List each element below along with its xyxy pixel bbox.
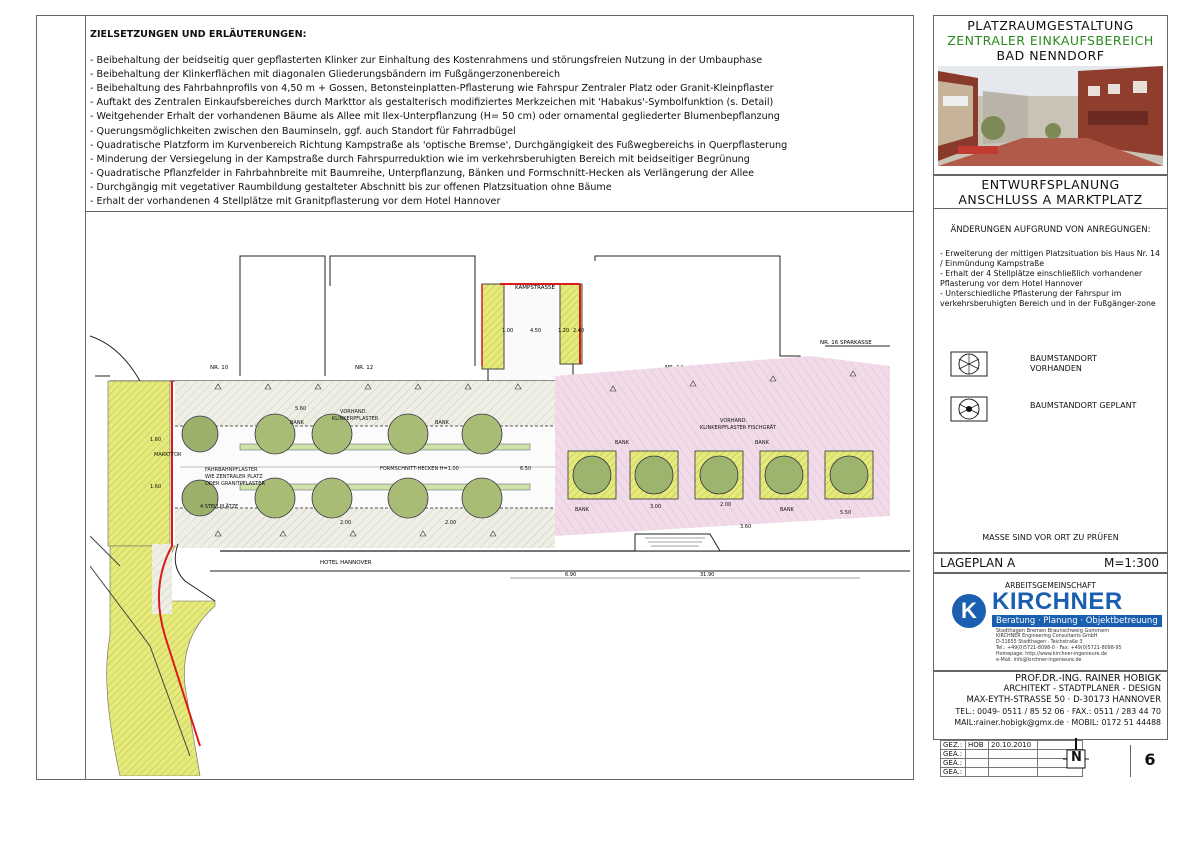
phase-title-1: ENTWURFSPLANUNG bbox=[981, 177, 1120, 192]
svg-text:5.50: 5.50 bbox=[840, 510, 852, 516]
north-arrow bbox=[1063, 738, 1089, 778]
label-kampstrasse: KAMPSTRASSE bbox=[515, 285, 556, 291]
tree-planned-icon bbox=[950, 396, 988, 422]
street-photo bbox=[938, 66, 1163, 166]
planting-markttor bbox=[108, 381, 170, 546]
svg-text:KLINKERPFLASTER FISCHGRÄT: KLINKERPFLASTER FISCHGRÄT bbox=[700, 425, 776, 431]
svg-text:BANK: BANK bbox=[575, 507, 589, 513]
north-label: N bbox=[1071, 750, 1082, 765]
note-item: - Minderung der Versiegelung in der Kampstraße durch Fahrspurreduktion wie im verkehrsberuhigten Bereich mit beidseitiger Begrünung bbox=[90, 153, 750, 165]
kirchner-cities: Stadthagen Bremen Braunschweig Gommern bbox=[996, 628, 1110, 634]
legend-planned-label: BAUMSTANDORT GEPLANT bbox=[1030, 401, 1137, 410]
svg-text:1.60: 1.60 bbox=[150, 437, 162, 443]
tree-existing-icon bbox=[950, 351, 988, 377]
svg-text:BANK: BANK bbox=[290, 420, 304, 426]
svg-text:3.60: 3.60 bbox=[740, 524, 752, 530]
changes-heading: ÄNDERUNGEN AUFGRUND VON ANREGUNGEN: bbox=[950, 225, 1151, 235]
svg-text:BANK: BANK bbox=[780, 507, 794, 513]
svg-text:4 STELLPLÄTZE: 4 STELLPLÄTZE bbox=[200, 504, 239, 510]
svg-text:FAHRBAHNPFLASTER: FAHRBAHNPFLASTER bbox=[205, 467, 258, 473]
sheet-number: 6 bbox=[1130, 745, 1169, 777]
site-plan bbox=[90, 216, 910, 776]
svg-text:VORHAND.: VORHAND. bbox=[720, 418, 748, 424]
note-item: - Weitgehender Erhalt der vorhandenen Bäume als Allee mit Ilex-Unterpflanzung (H= 50 cm) oder ornamental gegliederter Blumenbepflanzung bbox=[90, 111, 780, 123]
svg-text:ODER GRANITPFLASTER: ODER GRANITPFLASTER bbox=[205, 481, 265, 487]
svg-text:KLINKERPFLASTER: KLINKERPFLASTER bbox=[332, 416, 379, 422]
kirchner-name: KIRCHNER bbox=[992, 588, 1123, 615]
kirchner-box bbox=[933, 573, 1168, 671]
binding-strip bbox=[36, 15, 86, 780]
change-item: - Erhalt der 4 Stellplätze einschließlich vorhandener Pflasterung vor dem Hotel Hannover bbox=[940, 269, 1143, 288]
architect-mail: MAIL:rainer.hobigk@gmx.de · MOBIL: 0172 51 44488 bbox=[954, 718, 1161, 727]
note-item: - Quadratische Platzform im Kurvenbereich Richtung Kampstraße als 'optische Bremse', Durchgängigkeit des Fußwegbereichs in Querpflasterung bbox=[90, 139, 788, 151]
svg-text:WIE ZENTRALER PLATZ: WIE ZENTRALER PLATZ bbox=[205, 474, 263, 480]
kirchner-tagline: Beratung · Planung · Objektbetreuung bbox=[992, 615, 1162, 627]
changes-list bbox=[940, 249, 1161, 309]
svg-text:1.60: 1.60 bbox=[150, 484, 162, 490]
kamp-planting-east bbox=[560, 284, 585, 364]
phase-box bbox=[933, 175, 1168, 553]
svg-text:31.90: 31.90 bbox=[700, 572, 715, 578]
legend-existing-label: BAUMSTANDORT VORHANDEN bbox=[1030, 354, 1097, 373]
svg-text:MARKTTOR: MARKTTOR bbox=[154, 452, 182, 458]
project-title-3: BAD NENNDORF bbox=[996, 48, 1105, 63]
curb-west bbox=[90, 336, 140, 381]
svg-text:3.00: 3.00 bbox=[650, 504, 662, 510]
note-item: - Beibehaltung der beidseitig quer gepflasterten Klinker zur Einhaltung des Kostenrahmens und störungsfreien Nutzung in der Umbauphase bbox=[90, 55, 763, 67]
svg-text:BANK: BANK bbox=[615, 440, 629, 446]
svg-text:2.00: 2.00 bbox=[340, 520, 352, 526]
svg-text:NR. 10: NR. 10 bbox=[210, 365, 229, 371]
kamp-planting-west bbox=[482, 284, 504, 369]
note-item: - Quadratische Pflanzfelder in Fahrbahnbreite mit Baumreihe, Unterpflanzung, Bänken und Formschnitt-Hecken als Verlängerung der Allee bbox=[90, 167, 755, 179]
notes-heading: ZIELSETZUNGEN UND ERLÄUTERUNGEN: bbox=[90, 29, 307, 40]
architect-phone: TEL.: 0049- 0511 / 85 52 06 · FAX.: 0511 / 283 44 70 bbox=[955, 707, 1161, 716]
svg-text:BANK: BANK bbox=[435, 420, 449, 426]
kirchner-address: KIRCHNER Engineering Consultants GmbH D-31655 Stadthagen · Teichstraße 3 Tel.: +49(0)5721-8098-0 · Fax: +49(0)5721-8098-95 Homepage: http://www.kirchner-ingenieure.de e-Mail: info@kirchner-ingenieure.de bbox=[996, 634, 1122, 663]
project-title-box bbox=[933, 15, 1168, 175]
sidewalk-south bbox=[175, 508, 555, 548]
note-item: - Durchgängig mit vegetativer Raumbildung gestalteter Abschnitt bis zur offenen Platzsituation ohne Bäume bbox=[90, 181, 612, 193]
svg-text:6.90: 6.90 bbox=[565, 572, 577, 578]
architect-address: MAX-EYTH-STRASSE 50 · D-30173 HANNOVER bbox=[966, 695, 1161, 705]
revision-table: GEZ.: HOB 20.10.2010 GEÄ.: GEÄ.: GEÄ.: bbox=[940, 740, 1083, 777]
notes-block bbox=[90, 28, 910, 209]
phase-title-2: ANSCHLUSS A MARKTPLATZ bbox=[934, 192, 1167, 209]
architect-name: PROF.DR.-ING. RAINER HOBIGK bbox=[1015, 673, 1161, 684]
svg-text:2.00: 2.00 bbox=[720, 502, 732, 508]
svg-text:BANK: BANK bbox=[755, 440, 769, 446]
legend-planned bbox=[950, 396, 988, 426]
architect-role: ARCHITEKT - STADTPLANER - DESIGN bbox=[1003, 684, 1161, 694]
svg-text:2.40: 2.40 bbox=[573, 328, 585, 334]
label-hotel: HOTEL HANNOVER bbox=[320, 560, 372, 566]
lageplan-label: LAGEPLAN A bbox=[940, 556, 1016, 570]
note-item: - Beibehaltung der Klinkerflächen mit diagonalen Gliederungsbändern im Fußgängerzonenbereich bbox=[90, 69, 561, 81]
note-item: - Erhalt der vorhandenen 4 Stellplätze mit Granitpflasterung vor dem Hotel Hannover bbox=[90, 196, 501, 208]
svg-text:5.60: 5.60 bbox=[295, 406, 307, 412]
note-item: - Beibehaltung des Fahrbahnprofils von 4,50 m + Gossen, Betonsteinplatten-Pflasterung wie Fahrspur Zentraler Platz oder Granit-Kleinpflaster bbox=[90, 83, 774, 95]
change-item: - Unterschiedliche Pflasterung der Fahrspur im verkehrsberuhigten Bereich und in der Fußgänger-zone bbox=[940, 289, 1156, 308]
svg-text:NR. 12: NR. 12 bbox=[355, 365, 374, 371]
architect-box bbox=[933, 671, 1168, 740]
sheet-title-box bbox=[933, 553, 1168, 573]
kirchner-logo-icon: K bbox=[952, 594, 986, 628]
svg-text:1.20: 1.20 bbox=[558, 328, 570, 334]
change-item: - Erweiterung der mittigen Platzsituation bis Haus Nr. 14 / Einmündung Kampstraße bbox=[940, 249, 1160, 268]
svg-text:FORMSCHNITT-HECKEN H=1.00: FORMSCHNITT-HECKEN H=1.00 bbox=[380, 466, 459, 472]
legend-existing bbox=[950, 351, 988, 381]
scale-label: M=1:300 bbox=[1104, 556, 1159, 570]
svg-text:2.00: 2.00 bbox=[445, 520, 457, 526]
svg-text:6.50: 6.50 bbox=[520, 466, 532, 472]
arge-label: ARBEITSGEMEINSCHAFT bbox=[1005, 581, 1096, 590]
svg-text:4.50: 4.50 bbox=[530, 328, 542, 334]
svg-text:1.00: 1.00 bbox=[502, 328, 514, 334]
note-item: - Querungsmöglichkeiten zwischen den Bauminseln, ggf. auch Standort für Fahrradbügel bbox=[90, 125, 516, 137]
note-item: - Auftakt des Zentralen Einkaufsbereiches durch Markttor als gestalterisch modifiziertes Merkzeichen mit 'Habakus'-Symbolfunktion (s. Detail) bbox=[90, 97, 774, 109]
project-title-1: PLATZRAUMGESTALTUNG bbox=[967, 18, 1134, 33]
notes-divider bbox=[86, 211, 914, 212]
project-title-2: ZENTRALER EINKAUFSBEREICH bbox=[947, 33, 1154, 48]
trees-planned bbox=[568, 451, 873, 499]
svg-text:NR. 16 SPARKASSE: NR. 16 SPARKASSE bbox=[820, 340, 872, 346]
measure-note: MASSE SIND VOR ORT ZU PRÜFEN bbox=[982, 533, 1119, 542]
svg-text:VORHAND.: VORHAND. bbox=[340, 409, 368, 415]
